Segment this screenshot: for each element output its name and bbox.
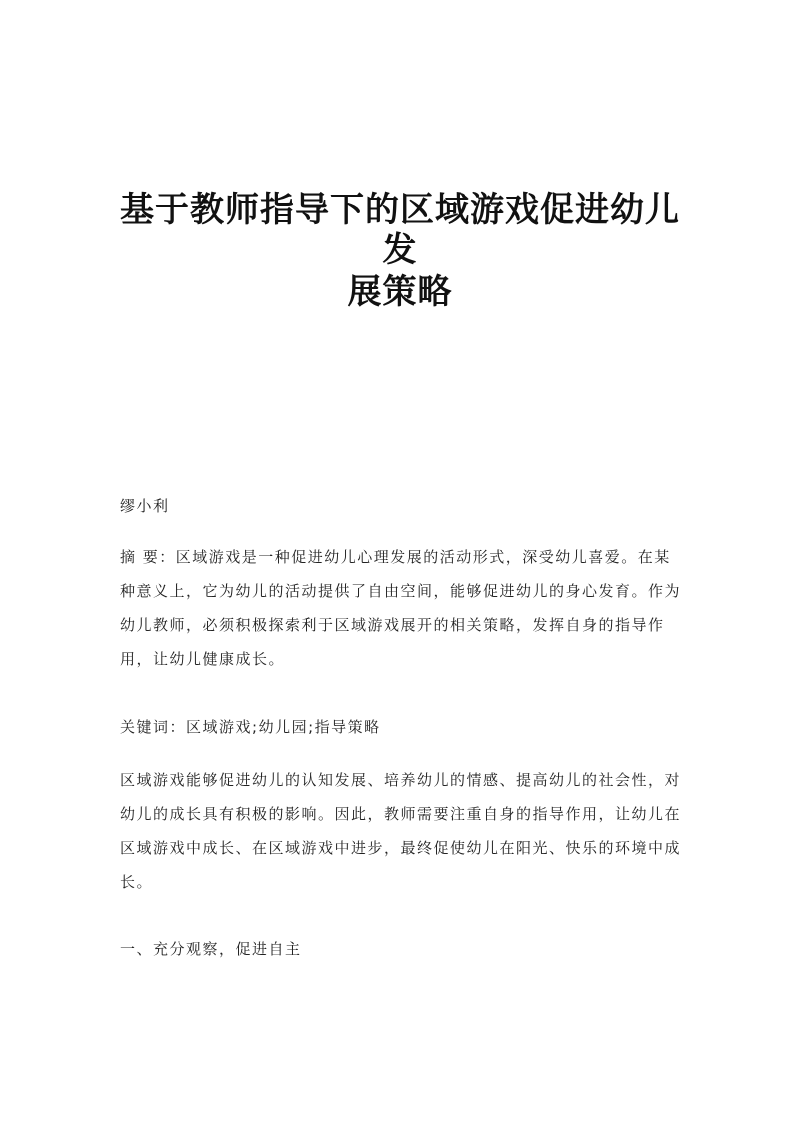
abstract-paragraph <box>120 540 686 676</box>
keywords-label: 关键词： <box>120 718 187 736</box>
section-heading: 一、充分观察，促进自主 <box>120 940 302 958</box>
title-line-2: 展策略 <box>347 272 453 312</box>
keywords-line <box>120 716 686 738</box>
keywords-text: 区域游戏;幼儿园;指导策略 <box>186 718 381 736</box>
abstract-text: 区域游戏是一种促进幼儿心理发展的活动形式，深受幼儿喜爱。在某种意义上，它为幼儿的活动提供了自由空间，能够促进幼儿的身心发育。作为幼儿教师，必须积极探索利于区域游戏展开的相关策略，发挥自身的指导作用，让幼儿健康成长。 <box>120 548 682 668</box>
title-line-1: 基于教师指导下的区域游戏促进幼儿发 <box>120 190 680 270</box>
abstract-label: 摘 要： <box>120 548 176 566</box>
intro-paragraph: 区域游戏能够促进幼儿的认知发展、培养幼儿的情感、提高幼儿的社会性，对幼儿的成长具有积极的影响。因此，教师需要注重自身的指导作用，让幼儿在区域游戏中成长、在区域游戏中进步，最终促使幼儿在阳光、快乐的环境中成长。 <box>120 771 682 891</box>
author-name: 缪小利 <box>120 497 170 515</box>
